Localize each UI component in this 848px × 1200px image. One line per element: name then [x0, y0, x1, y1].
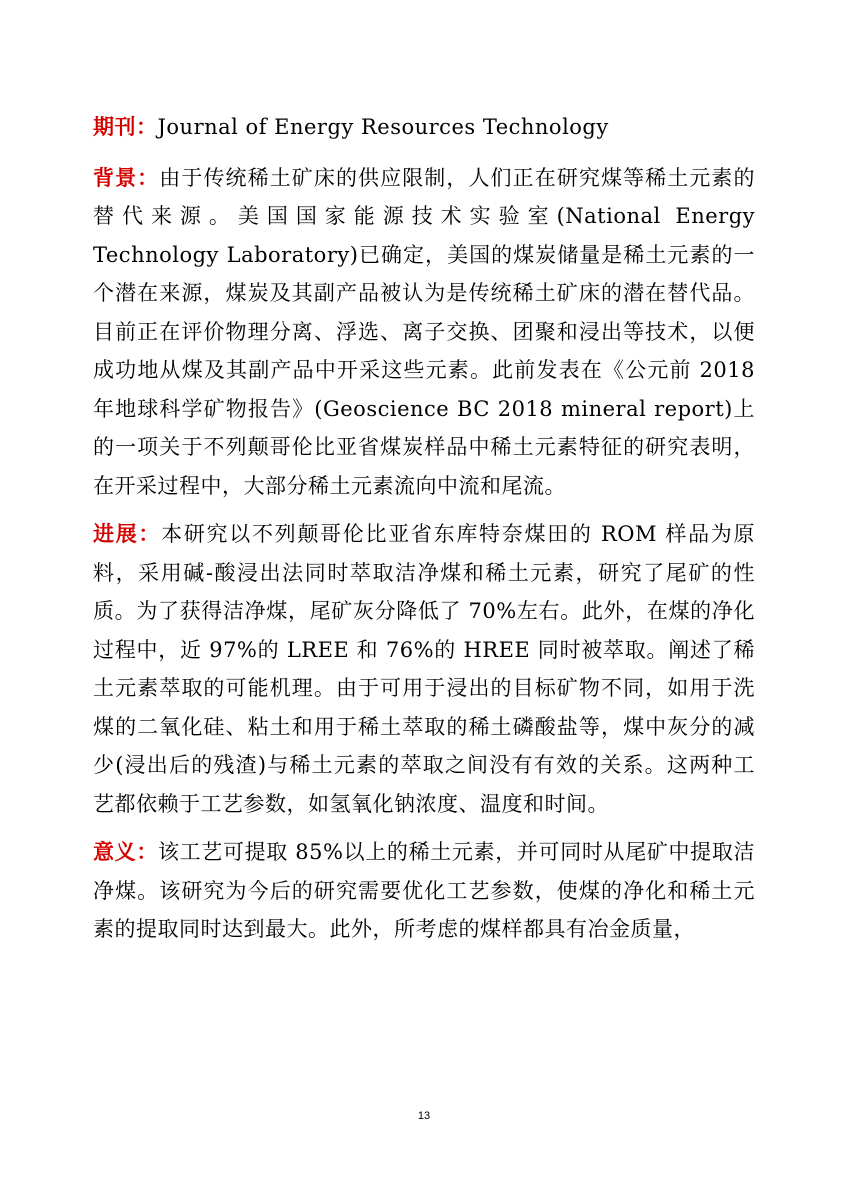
page-number: 13	[417, 1110, 431, 1122]
journal-label: 期刊：	[93, 114, 158, 139]
background-label: 背景：	[93, 164, 160, 190]
journal-name: Journal of Energy Resources Technology	[157, 115, 609, 139]
background-paragraph	[93, 159, 755, 506]
progress-text: 本研究以不列颠哥伦比亚省东库特奈煤田的 ROM 样品为原料，采用碱-酸浸出法同时萃取洁净煤和稀土元素，研究了尾矿的性质。为了获得洁净煤，尾矿灰分降低了 70%左右。此外，在煤的净化过程中，近 97%的 LREE 和 76%的 HREE 同时被萃取。阐述了稀土元素萃取的可能机理。由于可用于浸出的目标矿物不同，如用于洗煤的二氧化硅、粘土和用于稀土萃取的稀土磷酸盐等，煤中灰分的减少(浸出后的残渣)与稀土元素的萃取之间没有有效的关系。这两种工艺都依赖于工艺参数，如氢氧化钠浓度、温度和时间。	[93, 522, 755, 816]
significance-label: 意义：	[93, 839, 158, 864]
progress-label: 进展：	[93, 521, 162, 546]
progress-paragraph	[93, 515, 755, 823]
article-summary	[93, 108, 755, 959]
journal-paragraph	[93, 108, 755, 147]
significance-paragraph	[93, 833, 755, 949]
significance-text: 该工艺可提取 85%以上的稀土元素，并可同时从尾矿中提取洁净煤。该研究为今后的研究需要优化工艺参数，使煤的净化和稀土元素的提取同时达到最大。此外，所考虑的煤样都具有冶金质量，	[93, 840, 755, 941]
background-text: 由于传统稀土矿床的供应限制，人们正在研究煤等稀土元素的替代来源。美国国家能源技术实验室(National Energy Technology Laboratory)已确定，美国的煤炭储量是稀土元素的一个潜在来源，煤炭及其副产品被认为是传统稀土矿床的潜在替代品。目前正在评价物理分离、浮选、离子交换、团聚和浸出等技术，以便成功地从煤及其副产品中开采这些元素。此前发表在《公元前 2018 年地球科学矿物报告》(Geoscience BC 2018 mineral report)上的一项关于不列颠哥伦比亚省煤炭样品中稀土元素特征的研究表明，在开采过程中，大部分稀土元素流向中流和尾流。	[93, 165, 756, 498]
